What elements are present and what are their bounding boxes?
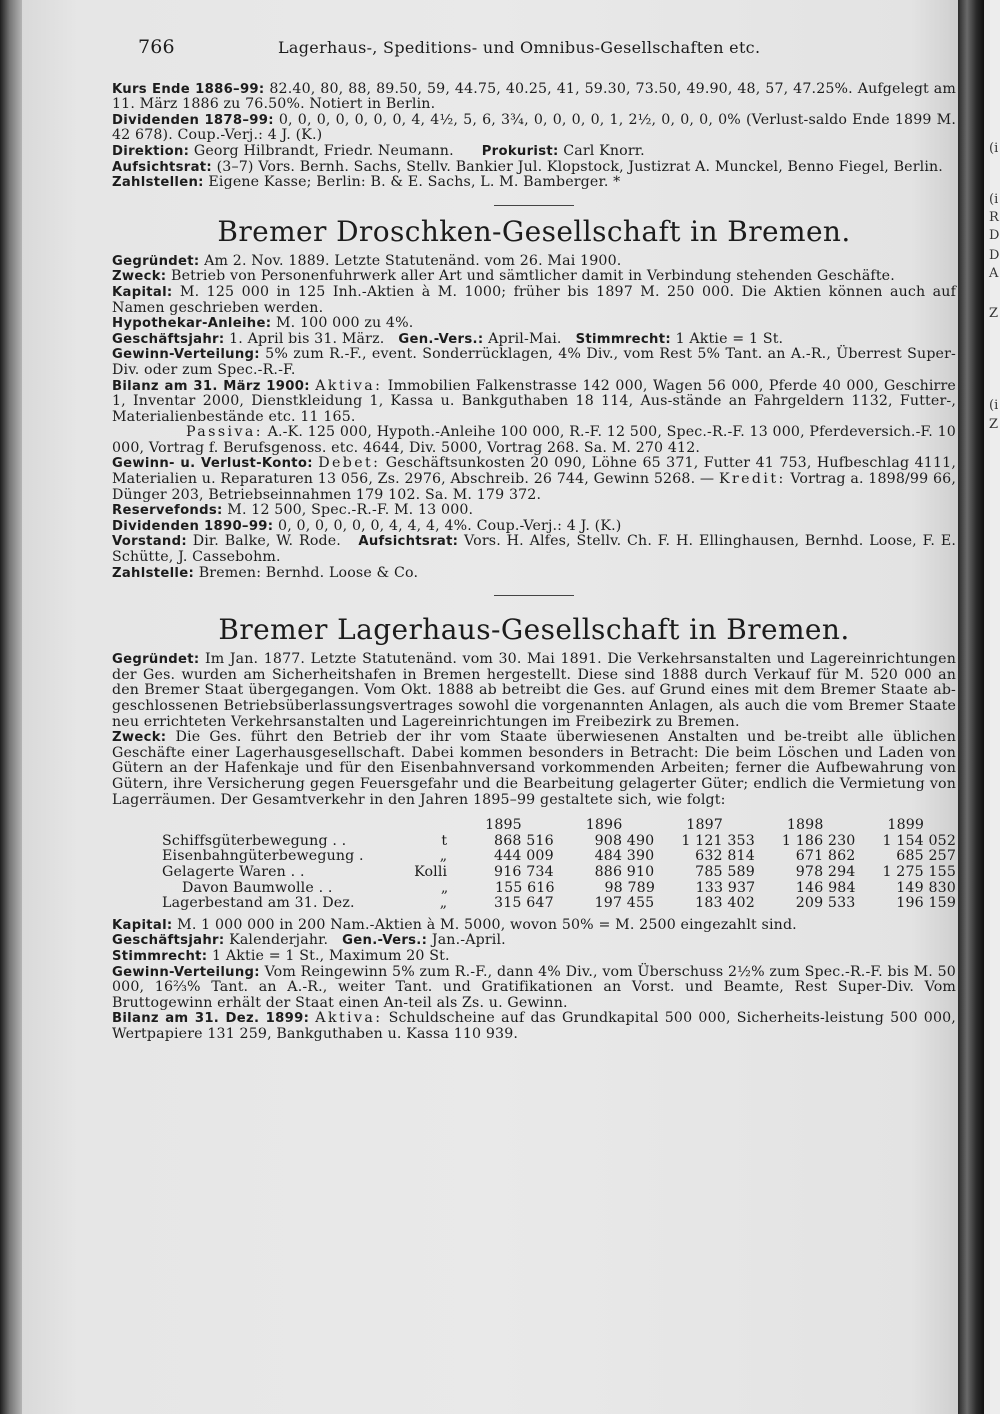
- table-cell: 146 984: [795, 879, 856, 896]
- table-cell: 1 275 155: [882, 863, 957, 880]
- table-row: [112, 865, 956, 881]
- entry-gewinn-verlust-konto: Gewinn- u. Verlust-Konto: Debet: Geschäftsunkosten 20 090, Löhne 65 371, Futter 41 753, Hufbeschlag 4111, Materialien u. Reparaturen 13 056, Zs. 2976, Abschreib. 26 744, Gewinn 5268. — Kredit: Vortrag a. 1898/99 66, Dünger 203, Betriebseinnahmen 179 102. Sa. M. 179 372.: [112, 455, 956, 503]
- entry-hypothekar-anleihe: Hypothekar-Anleihe: M. 100 000 zu 4%.: [112, 315, 414, 332]
- book-page: [22, 0, 958, 1414]
- facing-page-letter: D: [989, 228, 1000, 243]
- year-header: 1899: [887, 817, 925, 834]
- entry-vorstand: Vorstand: Dir. Balke, W. Rode. Aufsichtsrat: Vors. H. Alfes, Stellv. Ch. F. H. Ellinghausen, Bernhd. Loose, F. E. Schütte, J. Cassebohm.: [112, 533, 956, 566]
- row-label: Gelagerte Waren . .: [162, 864, 305, 880]
- table-row: [112, 896, 956, 912]
- table-cell: 632 814: [695, 848, 755, 865]
- entry-kapital: Kapital: M. 1 000 000 in 200 Nam.-Aktien à M. 5000, wovon 50% = M. 2500 eingezahlt sind.: [112, 916, 797, 933]
- row-label: Davon Baumwolle . .: [182, 880, 333, 896]
- entry-dividenden: Dividenden 1878–99: 0, 0, 0, 0, 0, 0, 0, 4, 4½, 5, 6, 3¾, 0, 0, 0, 0, 1, 2½, 0, 0, 0, 0% (Verlust-saldo Ende 1899 M. 42 678). Coup.-Verj.: 4 J. (K.): [112, 111, 956, 144]
- section-divider: [494, 595, 574, 596]
- facing-page-letter: A: [989, 266, 999, 281]
- table-cell: 1 186 230: [781, 832, 856, 849]
- entry-kapital: Kapital: M. 125 000 in 125 Inh.-Aktien à M. 1000; früher bis 1897 M. 250 000. Die Aktien können auch auf Namen geschrieben werden.: [112, 283, 956, 316]
- entry-kurs: Kurs Ende 1886–99: 82.40, 80, 88, 89.50, 59, 44.75, 40.25, 41, 59.30, 73.50, 49.90, 48, 57, 47.25%. Aufgelegt am 11. März 1886 zu 76.50%. Notiert in Berlin.: [112, 80, 956, 113]
- table-cell: 685 257: [896, 848, 957, 865]
- entry-zahlstellen: Zahlstellen: Eigene Kasse; Berlin: B. & E. Sachs, L. M. Bamberger. *: [112, 174, 621, 191]
- entry-zweck: Zweck: Betrieb von Personenfuhrwerk aller Art und sämtlicher damit in Verbindung stehenden Geschäfte.: [112, 268, 895, 285]
- table-cell: 149 830: [896, 879, 956, 896]
- table-cell: 978 294: [795, 863, 856, 880]
- table-cell: 98 789: [604, 879, 655, 896]
- table-cell: 183 402: [695, 895, 755, 912]
- facing-page-letter: D: [989, 248, 1000, 263]
- row-unit: „: [440, 879, 449, 896]
- table-cell: 484 390: [594, 848, 655, 865]
- entry-gewinn-verteilung: Gewinn-Verteilung: 5% zum R.-F., event. Sonderrücklagen, 4% Div., vom Rest 5% Tant. an A.-R., Überrest Super-Div. oder zum Spec.-R.-F.: [112, 346, 956, 378]
- entry-dividenden: Dividenden 1890–99: 0, 0, 0, 0, 0, 0, 4, 4, 4, 4%. Coup.-Verj.: 4 J. (K.): [112, 517, 622, 534]
- entry-bilanz-aktiva: Bilanz am 31. März 1900: Aktiva: Immobilien Falkenstrasse 142 000, Wagen 56 000, Pferde 40 000, Geschirre 1, Inventar 2000, Dienstkleidung 1, Kassa u. Bankguthaben 18 114, Aus-stände an Fahrgeldern 1132, Futter-, Materialienbestände etc. 11 165.: [112, 377, 956, 425]
- table-cell: 916 734: [494, 863, 554, 880]
- table-cell: 1 154 052: [882, 832, 957, 849]
- table-row: [112, 881, 956, 897]
- facing-page-letter: Z: [989, 417, 999, 432]
- row-unit: t: [441, 832, 448, 849]
- year-header: 1897: [686, 817, 723, 834]
- table-header-row: [112, 818, 956, 834]
- entry-direktion: Direktion: Georg Hilbrandt, Friedr. Neumann. Prokurist: Carl Knorr.: [112, 142, 645, 159]
- facing-page-letter: (i: [989, 192, 999, 207]
- table-row: [112, 849, 956, 865]
- entry-aufsichtsrat: Aufsichtsrat: (3–7) Vors. Bernh. Sachs, Stellv. Bankier Jul. Klopstock, Justizrat A. Munckel, Benno Fiegel, Berlin.: [112, 158, 943, 175]
- book-left-edge: [0, 0, 22, 1414]
- entry-reservefonds: Reservefonds: M. 12 500, Spec.-R.-F. M. 13 000.: [112, 502, 474, 519]
- entry-geschaeftsjahr: Geschäftsjahr: 1. April bis 31. März. Gen.-Vers.: April-Mai. Stimmrecht: 1 Aktie = 1 St.: [112, 330, 784, 347]
- facing-page-letter: R: [989, 210, 999, 225]
- row-label: Lagerbestand am 31. Dez.: [162, 896, 355, 912]
- table-cell: 133 937: [695, 879, 756, 896]
- entry-gewinn-verteilung: Gewinn-Verteilung: Vom Reingewinn 5% zum R.-F., dann 4% Div., vom Überschuss 2½% zum Spec.-R.-F. bis M. 50 000, 16⅔% Tant. an A.-R., weiter Tant. und Gratifikationen an Vorst. und Beamte, Rest Super-Div. Vom Bruttogewinn erhält der Staat einen An-teil als Zs. u. Gewinn.: [112, 963, 956, 1011]
- page-number: 766: [138, 36, 175, 58]
- year-header: 1896: [585, 817, 623, 834]
- table-cell: 1 121 353: [681, 832, 755, 849]
- year-header: 1895: [485, 817, 522, 834]
- traffic-table: [112, 818, 956, 912]
- table-cell: 444 009: [494, 848, 554, 865]
- table-cell: 785 589: [695, 863, 755, 880]
- entry-zweck: Zweck: Die Ges. führt den Betrieb der ihr vom Staate überwiesenen Anstalten und be-treibt alle üblichen Geschäfte einer Lagerhausgesellschaft. Dabei kommen besonders in Betracht: Die beim Löschen und Laden von Gütern an der Hafenkaje und für den Eisenbahnversand vorkommenden Arbeiten; ferner die Aufbewahrung von Gütern, ihre Versicherung gegen Feuersgefahr und die Bearbeitung gelagerter Güter; endlich die Vermietung von Lagerräumen. Der Gesamtverkehr in den Jahren 1895–99 gestaltete sich, wie folgt:: [112, 729, 956, 808]
- table-cell: 868 516: [494, 832, 554, 849]
- company-title: Bremer Lagerhaus-Gesellschaft in Bremen.: [218, 613, 850, 647]
- table-cell: 196 159: [896, 895, 957, 912]
- row-label: Eisenbahngüterbewegung .: [162, 849, 364, 865]
- entry-geschaeftsjahr: Geschäftsjahr: Kalenderjahr. Gen.-Vers.: Jan.-April.: [112, 932, 506, 949]
- section-divider: [494, 205, 574, 206]
- entry-gegruendet: Gegründet: Am 2. Nov. 1889. Letzte Statutenänd. vom 26. Mai 1900.: [112, 252, 622, 269]
- table-cell: 908 490: [594, 832, 655, 849]
- entry-bilanz-passiva: Passiva: A.-K. 125 000, Hypoth.-Anleihe 100 000, R.-F. 12 500, Spec.-R.-F. 13 000, Pferdeversich.-F. 10 000, Vortrag f. Berufsgenoss. etc. 4644, Div. 5000, Vortrag 268. Sa. M. 270 412.: [112, 424, 956, 456]
- table-cell: 209 533: [795, 895, 856, 912]
- entry-bilanz: Bilanz am 31. Dez. 1899: Aktiva: Schuldscheine auf das Grundkapital 500 000, Sicherheits-leistung 500 000, Wertpapiere 131 259, Bankguthaben u. Kassa 110 939.: [112, 1010, 956, 1042]
- entry-zahlstelle: Zahlstelle: Bremen: Bernhd. Loose & Co.: [112, 564, 419, 581]
- facing-page-letter: (i: [989, 141, 999, 156]
- table-row: [112, 834, 956, 850]
- entry-stimmrecht: Stimmrecht: 1 Aktie = 1 St., Maximum 20 St.: [112, 947, 450, 964]
- entry-gegruendet: Gegründet: Im Jan. 1877. Letzte Statutenänd. vom 30. Mai 1891. Die Verkehrsanstalten und Lagereinrichtungen der Ges. wurden am Sicherheitshafen in Bremen hergestellt. Diese sind 1888 durch Verkauf für M. 520 000 an den Bremer Staat übergegangen. Vom Okt. 1888 ab betreibt die Ges. auf Grund eines mit dem Bremer Staate ab-geschlossenen Betriebsüberlassungsvertrages sowohl die vorgenannten Anlagen, als auch die vom Bremer Staate neu errichteten Verkehrsanstalten und Lagereinrichtungen im Freibezirk zu Bremen.: [112, 651, 956, 730]
- table-cell: 671 862: [795, 848, 856, 865]
- running-title: Lagerhaus-, Speditions- und Omnibus-Gesellschaften etc.: [278, 38, 761, 57]
- row-unit: Kolli: [414, 863, 448, 880]
- year-header: 1898: [786, 817, 824, 834]
- facing-page-letter: (i: [989, 398, 999, 413]
- row-unit: „: [439, 895, 448, 912]
- row-unit: „: [439, 848, 448, 865]
- table-cell: 155 616: [494, 879, 555, 896]
- row-label: Schiffsgüterbewegung . .: [162, 833, 347, 849]
- book-spine-shadow: [958, 0, 984, 1414]
- page-header: [112, 36, 956, 58]
- facing-page-letter: Z: [989, 306, 999, 321]
- table-cell: 315 647: [494, 895, 554, 912]
- table-cell: 197 455: [594, 895, 655, 912]
- page-content: [112, 36, 957, 1042]
- table-cell: 886 910: [594, 863, 655, 880]
- company-title: Bremer Droschken-Gesellschaft in Bremen.: [217, 214, 851, 248]
